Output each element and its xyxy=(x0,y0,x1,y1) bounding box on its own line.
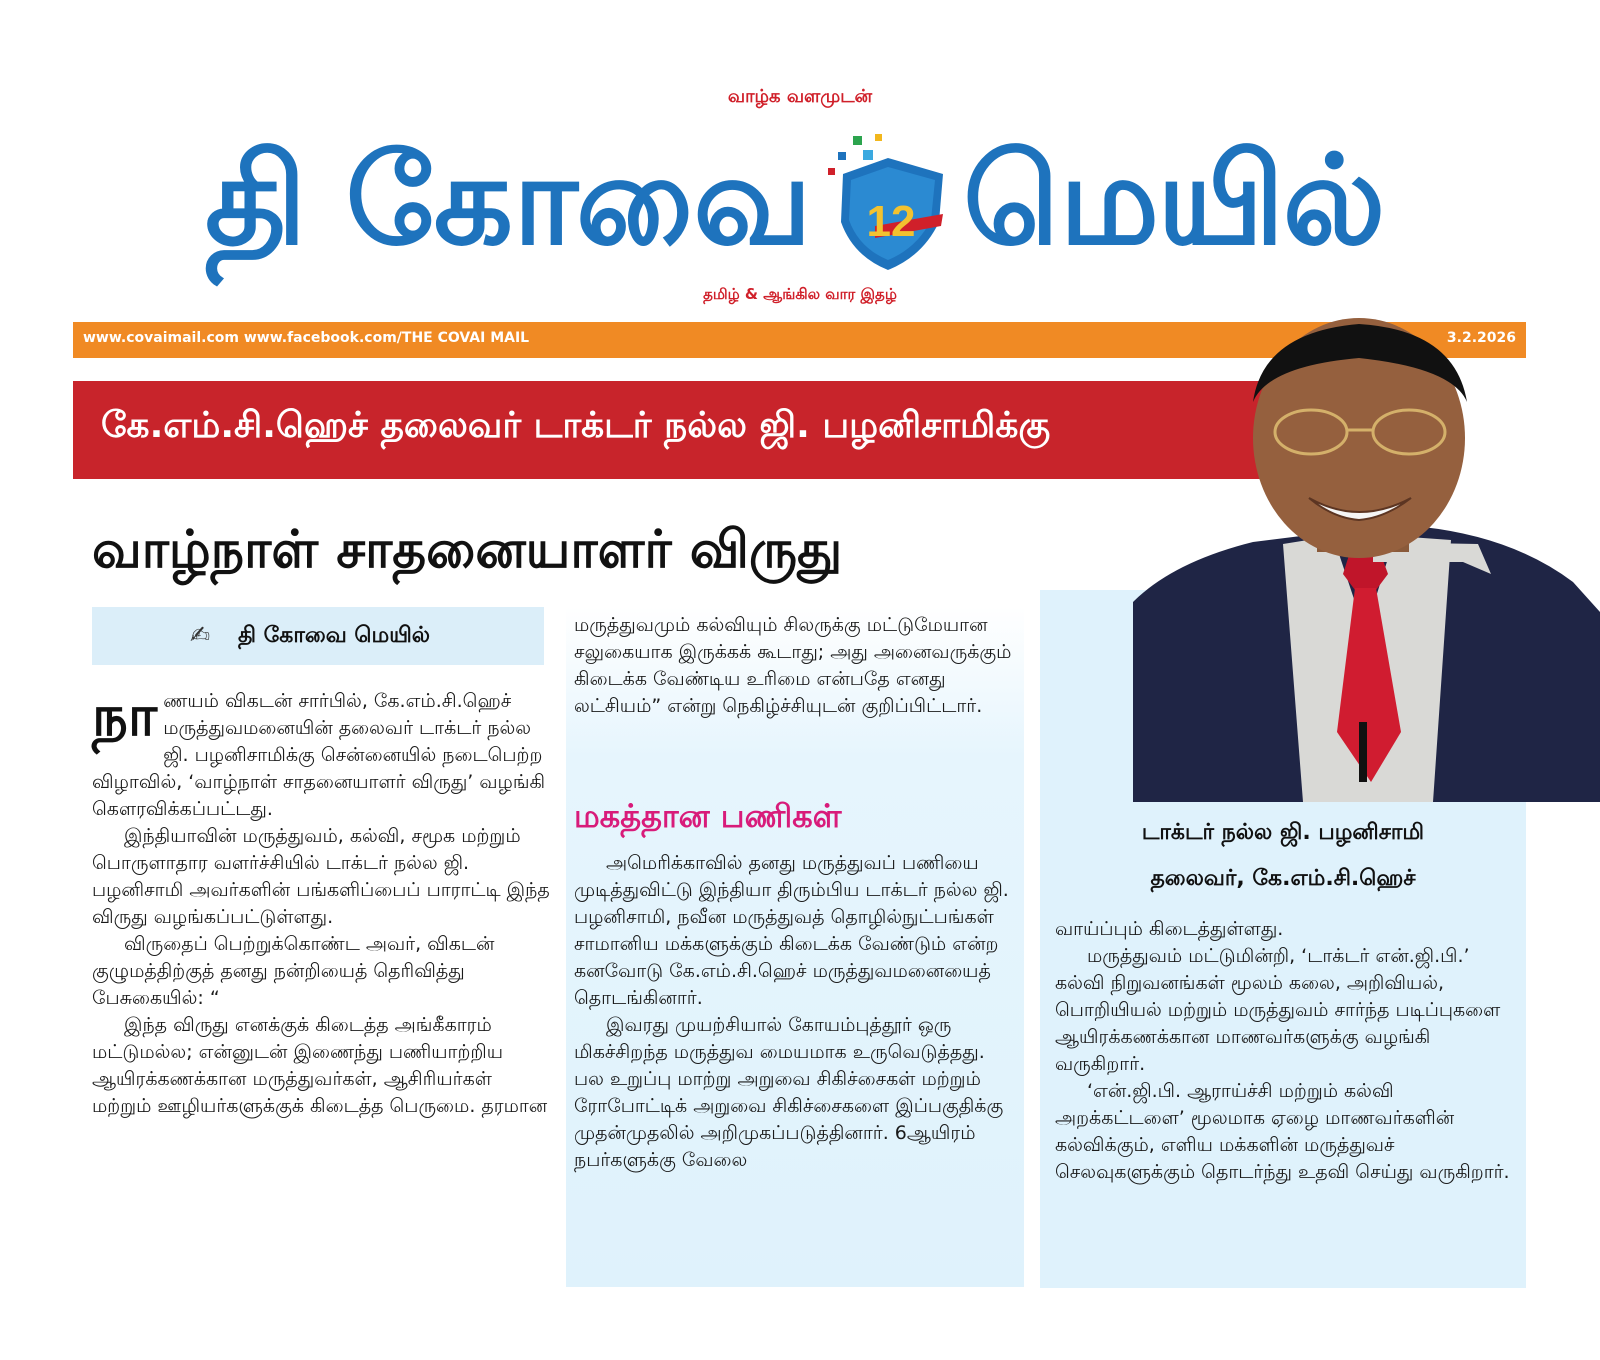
masthead-title-left: தி கோவை xyxy=(205,129,810,273)
anniversary-shield-icon xyxy=(813,134,963,274)
col2-paragraph-3: இவரது முயற்சியால் கோயம்புத்தூர் ஒரு மிகச்சிறந்த மருத்துவ மையமாக உருவெடுத்தது. பல உறுப்பு மாற்று அறுவை சிகிச்சைகள் மற்றும் ரோபோட்டிக் அறுவை சிகிச்சைகளை இப்பகுதிக்கு முதன்முதலில் அறிமுகப்படுத்தினார். 6ஆயிரம் நபர்களுக்கு வேலை xyxy=(574,1014,1004,1171)
col2-paragraph-2: அமெரிக்காவில் தனது மருத்துவப் பணியை முடித்துவிட்டு இந்தியா திரும்பிய டாக்டர் நல்ல ஜி. பழனிசாமி, நவீன மருத்துவத் தொழில்நுட்பங்கள் சாமானிய மக்களுக்கும் கிடைக்க வேண்டும் என்ற கனவோடு கே.எம்.சி.ஹெச் மருத்துவமனையைத் தொடங்கினார். xyxy=(574,852,1009,1009)
article-column-2-top xyxy=(574,612,1019,720)
col3-paragraph-2: மருத்துவம் மட்டுமின்றி, ‘டாக்டர் என்.ஜி.பி.’ கல்வி நிறுவனங்கள் மூலம் கலை, அறிவியல், பொறியியல் மற்றும் மருத்துவம் சார்ந்த படிப்புகளை ஆயிரக்கணக்கான மாணவர்களுக்கு வழங்கி வருகிறார். xyxy=(1055,945,1501,1075)
article-column-2-bottom xyxy=(574,850,1019,1174)
article-column-3 xyxy=(1055,916,1520,1186)
col2-paragraph-1: மருத்துவமும் கல்வியும் சிலருக்கு மட்டுமேயான சலுகையாக இருக்கக் கூடாது; அது அனைவருக்கும் கிடைக்க வேண்டிய உரிமை என்பதே எனது லட்சியம்” என்று நெகிழ்ச்சியுடன் குறிப்பிட்டார். xyxy=(574,614,1012,717)
article-column-1 xyxy=(92,684,552,1120)
article-headline: வாழ்நாள் சாதனையாளர் விருது xyxy=(92,520,843,580)
col3-paragraph-1: வாய்ப்பும் கிடைத்துள்ளது. xyxy=(1055,918,1284,940)
anniversary-badge-number: 12 xyxy=(866,197,916,246)
photo-caption-title: தலைவர், கே.எம்.சி.ஹெச் xyxy=(1150,866,1416,891)
col1-paragraph-2: இந்தியாவின் மருத்துவம், கல்வி, சமூக மற்றும் பொருளாதார வளர்ச்சியில் டாக்டர் நல்ல ஜி. பழனிசாமி அவர்களின் பங்களிப்பைப் பாராட்டி இந்த விருது வழங்கப்பட்டுள்ளது. xyxy=(92,825,550,928)
col3-paragraph-3: ‘என்.ஜி.பி. ஆராய்ச்சி மற்றும் கல்வி அறக்கட்டளை’ மூலமாக ஏழை மாணவர்களின் கல்விக்கும், எளிய மக்களின் மருத்துவச் செலவுகளுக்கும் தொடர்ந்து உதவி செய்து வருகிறார். xyxy=(1055,1080,1510,1183)
col1-paragraph-3: விருதைப் பெற்றுக்கொண்ட அவர், விகடன் குழுமத்திற்குத் தனது நன்றியைத் தெரிவித்து பேசுகையில்: “ xyxy=(92,933,495,1009)
portrait-photo xyxy=(1133,312,1600,802)
byline-box xyxy=(92,607,544,665)
photo-caption-name: டாக்டர் நல்ல ஜி. பழனிசாமி xyxy=(1141,820,1425,845)
byline-name: தி கோவை மெயில் xyxy=(238,623,431,648)
col1-paragraph-1-text: ணயம் விகடன் சார்பில், கே.எம்.சி.ஹெச் மருத்துவமனையின் தலைவர் டாக்டர் நல்ல ஜி. பழனிசாமிக்கு சென்னையில் நடைபெற்ற விழாவில், ‘வாழ்நாள் சாதனையாளர் விருது’ வழங்கி கௌரவிக்கப்பட்டது. xyxy=(92,690,546,820)
masthead-tagline: வாழ்க வளமுடன் xyxy=(727,86,873,107)
issue-date: 3.2.2026 xyxy=(1446,330,1516,346)
portrait-illustration xyxy=(1133,312,1600,802)
article-kicker: கே.எம்.சி.ஹெச் தலைவர் டாக்டர் நல்ல ஜி. பழனிசாமிக்கு xyxy=(101,405,1051,446)
section-subhead: மகத்தான பணிகள் xyxy=(574,797,842,835)
drop-cap: நா xyxy=(92,684,158,749)
col1-paragraph-4: இந்த விருது எனக்குக் கிடைத்த அங்கீகாரம் மட்டுமல்ல; என்னுடன் இணைந்து பணியாற்றிய ஆயிரக்கணக்கான மருத்துவர்கள், ஆசிரியர்கள் மற்றும் ஊழியர்களுக்குக் கிடைத்த பெருமை. தரமான xyxy=(92,1014,548,1117)
info-bar-urls: www.covaimail.com www.facebook.com/THE COVAI MAIL xyxy=(83,330,530,346)
masthead-logo xyxy=(205,122,1405,282)
col1-paragraph-1 xyxy=(92,684,552,823)
pen-icon: ✍ xyxy=(190,621,211,649)
masthead-subtitle: தமிழ் & ஆங்கில வார இதழ் xyxy=(703,285,897,303)
masthead-title-right: மெயில் xyxy=(963,129,1384,273)
